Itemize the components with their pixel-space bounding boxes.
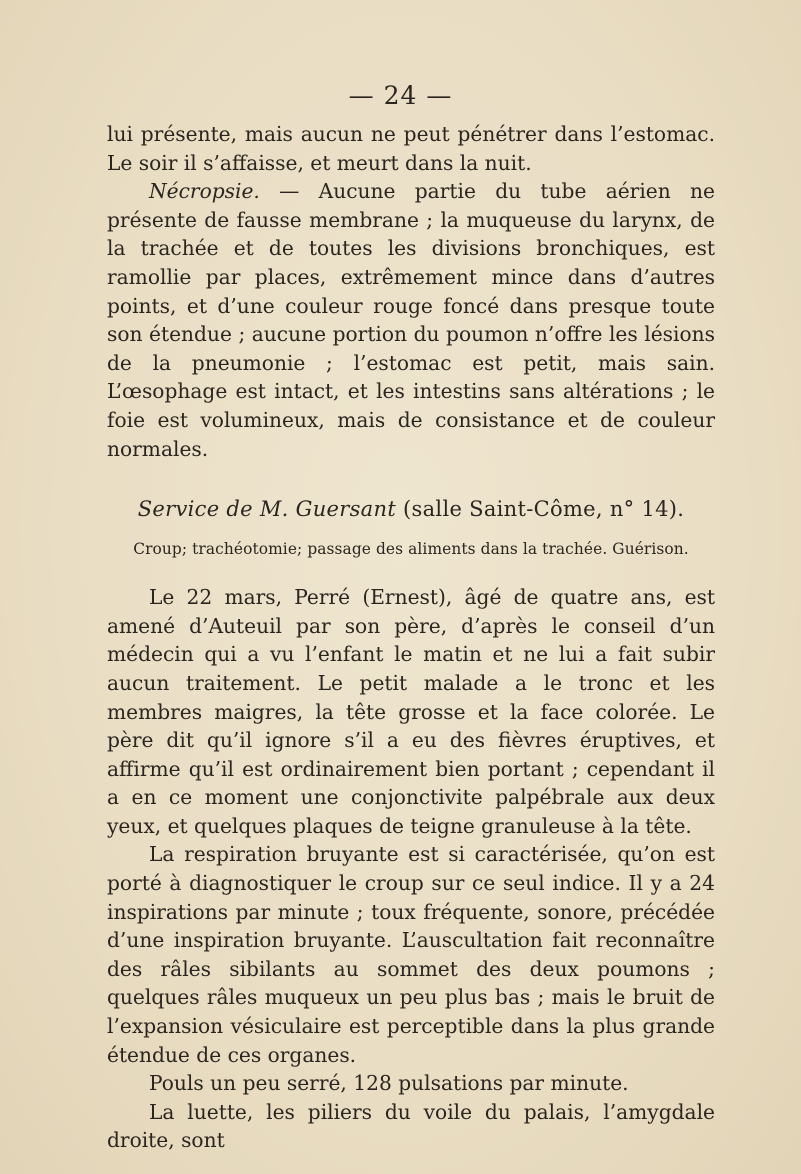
case-summary: Croup; trachéotomie; passage des aliments dans la trachée. Guérison. — [133, 540, 689, 559]
service-heading-room: (salle Saint-Côme, n° 14). — [396, 497, 685, 522]
paragraph-continuation: lui présente, mais aucun ne peut pénétrer dans l’estomac. Le soir il s’affaisse, et meurt dans la nuit. — [107, 122, 715, 175]
service-heading — [107, 489, 715, 529]
paragraph-luette: La luette, les piliers du voile du palais, l’amygdale droite, sont — [107, 1099, 715, 1153]
necropsie-text: — Aucune partie du tube aérien ne présente de fausse membrane ; la muqueuse du larynx, de la trachée et de toutes les divisions bronchiques, est ramollie par places, extrêmement mince dans d’autres points, et d’une couleur rouge foncé dans presque toute son étendue ; aucune portion du poumon n’offre les lésions de la pneumonie ; l’estomac est petit, mais sain. L’œsophage est intact, et les intestins sans altérations ; le foie est volumineux, mais de consistance et de couleur normales. — [107, 179, 715, 461]
necropsie-label: Nécropsie. — [149, 179, 260, 204]
text-column — [107, 120, 715, 1155]
paragraph-pulse: Pouls un peu serré, 128 pulsations par minute. — [149, 1071, 629, 1096]
paragraph-case-intro: Le 22 mars, Perré (Ernest), âgé de quatre ans, est amené d’Auteuil par son père, d’après le conseil d’un médecin qui a vu l’enfant le matin et ne lui a fait subir aucun traitement. Le petit malade a le tronc et les membres maigres, la tête grosse et la face colorée. Le père dit qu’il ignore s’il a eu des fièvres éruptives, et affirme qu’il est ordinairement bien portant ; cependant il a en ce moment une conjonctivite palpébrale aux deux yeux, et quelques plaques de teigne granuleuse à la tête. — [107, 585, 715, 838]
service-heading-name: Service de M. Guersant — [137, 497, 397, 522]
page-number: — 24 — — [348, 81, 453, 110]
paragraph-necropsie — [107, 177, 715, 463]
paragraph-respiration: La respiration bruyante est si caractérisée, qu’on est porté à diagnostiquer le croup sur ce seul indice. Il y a 24 inspirations par minute ; toux fréquente, sonore, précédée d’une inspiration bruyante. L’auscultation fait reconnaître des râles sibilants au sommet des deux poumons ; quelques râles muqueux un peu plus bas ; mais le bruit de l’expansion vésiculaire est perceptible dans la plus grande étendue de ces organes. — [107, 842, 715, 1067]
